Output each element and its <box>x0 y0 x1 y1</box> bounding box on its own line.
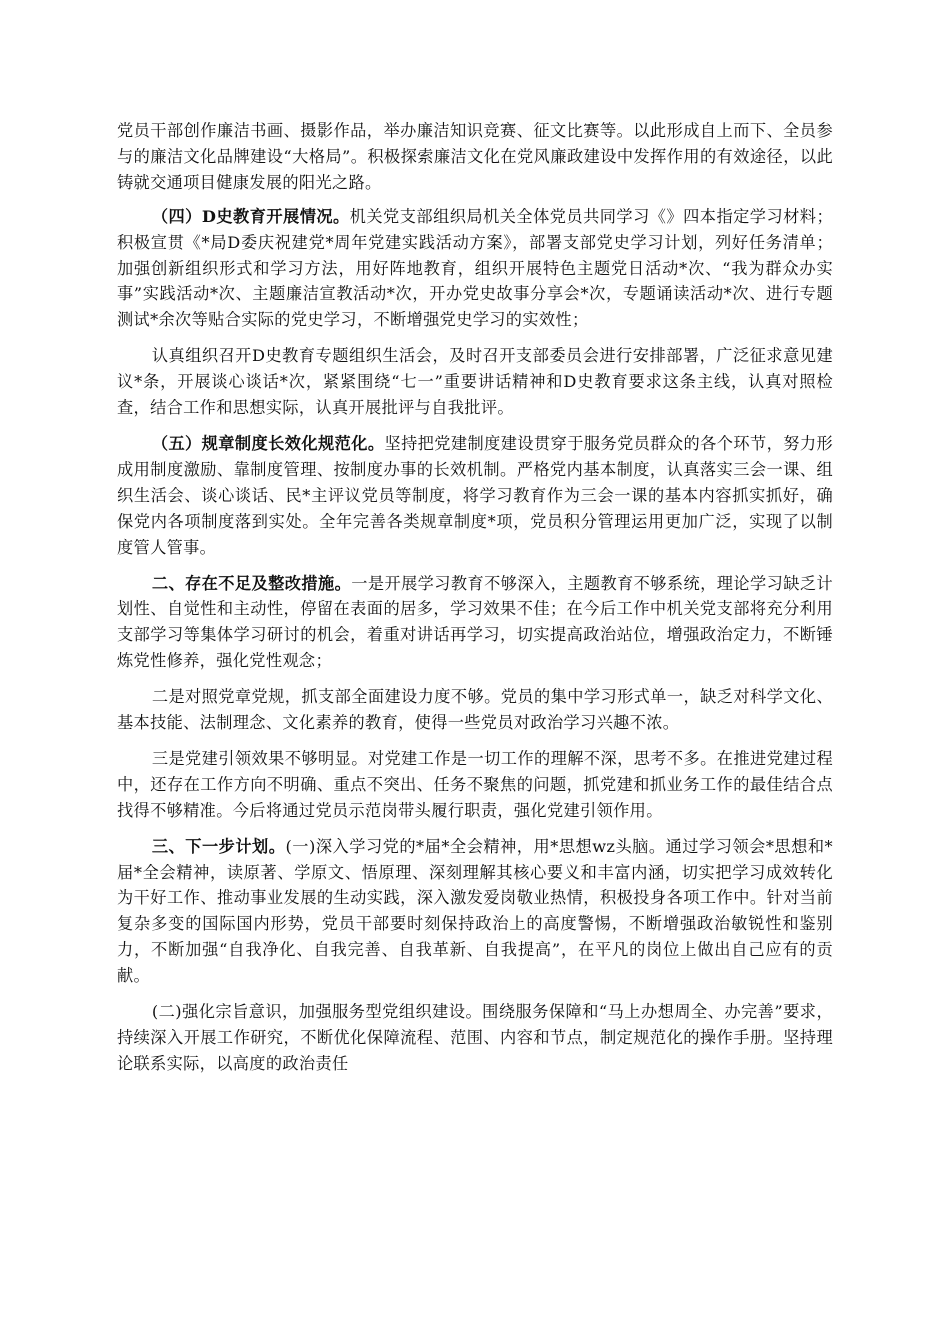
paragraph-party-history-education <box>117 204 833 334</box>
section-heading: （四）D史教育开展情况。 <box>151 206 350 226</box>
document-page <box>117 118 833 1077</box>
paragraph-service-oriented-party <box>117 999 833 1077</box>
paragraph-shortcoming-three <box>117 746 833 824</box>
paragraph-rules-institutionalization <box>117 431 833 561</box>
paragraph-shortcomings-rectification <box>117 571 833 675</box>
paragraph-text: 三是党建引领效果不够明显。对党建工作是一切工作的理解不深，思考不多。在推进党建过程中，还存在工作方向不明确、重点不突出、任务不聚焦的问题，抓党建和抓业务工作的最佳结合点找得不够精准。今后将通过党员示范岗带头履行职责，强化党建引领作用。 <box>117 748 833 820</box>
paragraph-shortcoming-two <box>117 684 833 736</box>
paragraph-text: 坚持把党建制度建设贯穿于服务党员群众的各个环节，努力形成用制度激励、靠制度管理、按制度办事的长效机制。严格党内基本制度，认真落实三会一课、组织生活会、谈心谈话、民*主评议党员等制度，将学习教育作为三会一课的基本内容抓实抓好，确保党内各项制度落到实处。全年完善各类规章制度*项，党员积分管理运用更加广泛，实现了以制度管人管事。 <box>117 433 833 557</box>
paragraph-text: 党员干部创作廉洁书画、摄影作品，举办廉洁知识竞赛、征文比赛等。以此形成自上而下、全员参与的廉洁文化品牌建设“大格局”。积极探索廉洁文化在党风廉政建设中发挥作用的有效途径，以此铸就交通项目健康发展的阳光之路。 <box>117 121 833 192</box>
section-heading: （五）规章制度长效化规范化。 <box>151 433 385 453</box>
section-heading: 三、下一步计划。 <box>151 836 286 856</box>
paragraph-text: (一)深入学习党的*届*全会精神，用*思想wz头脑。通过学习领会*思想和*届*全会精神，读原著、学原文、悟原理、深刻理解其核心要义和丰富内涵，切实把学习成效转化为干好工作、推动事业发展的生动实践，深入激发爱岗敬业热情，积极投身各项工作中。针对当前复杂多变的国际国内形势，党员干部要时刻保持政治上的高度警惕，不断增强政治敏锐性和鉴别力，不断加强“自我净化、自我完善、自我革新、自我提高”，在平凡的岗位上做出自己应有的贡献。 <box>117 836 833 986</box>
paragraph-text: 机关党支部组织局机关全体党员共同学习《》四本指定学习材料；积极宣贯《*局D委庆祝建党*周年党建实践活动方案》，部署支部党史学习计划，列好任务清单；加强创新组织形式和学习方法，用好阵地教育，组织开展特色主题党日活动*次、“我为群众办实事”实践活动*次、主题廉洁宣教活动*次，开办党史故事分享会*次，专题诵读活动*次、进行专题测试*余次等贴合实际的党史学习，不断增强党史学习的实效性； <box>117 206 833 330</box>
paragraph-text: 认真组织召开D史教育专题组织生活会，及时召开支部委员会进行安排部署，广泛征求意见建议*条，开展谈心谈话*次，紧紧围绕“七一”重要讲话精神和D史教育要求这条主线，认真对照检查，结合工作和思想实际，认真开展批评与自我批评。 <box>117 346 833 418</box>
section-heading: 二、存在不足及整改措施。 <box>151 573 352 593</box>
paragraph-text: (二)强化宗旨意识，加强服务型党组织建设。围绕服务保障和“马上办想周全、办完善”要求，持续深入开展工作研究，不断优化保障流程、范围、内容和节点，制定规范化的操作手册。坚持理论联系实际，以高度的政治责任 <box>117 1002 833 1073</box>
paragraph-organizational-life-meeting <box>117 343 833 421</box>
paragraph-next-step-plan <box>117 834 833 989</box>
paragraph-text: 二是对照党章党规，抓支部全面建设力度不够。党员的集中学习形式单一，缺乏对科学文化、基本技能、法制理念、文化素养的教育，使得一些党员对政治学习兴趣不浓。 <box>117 687 833 733</box>
paragraph-anti-corruption-culture <box>117 118 833 196</box>
paragraph-text: 一是开展学习教育不够深入，主题教育不够系统，理论学习缺乏计划性、自觉性和主动性，停留在表面的居多，学习效果不佳；在今后工作中机关党支部将充分利用支部学习等集体学习研讨的机会，着重对讲话再学习，切实提高政治站位，增强政治定力，不断锤炼党性修养，强化党性观念； <box>117 573 833 671</box>
